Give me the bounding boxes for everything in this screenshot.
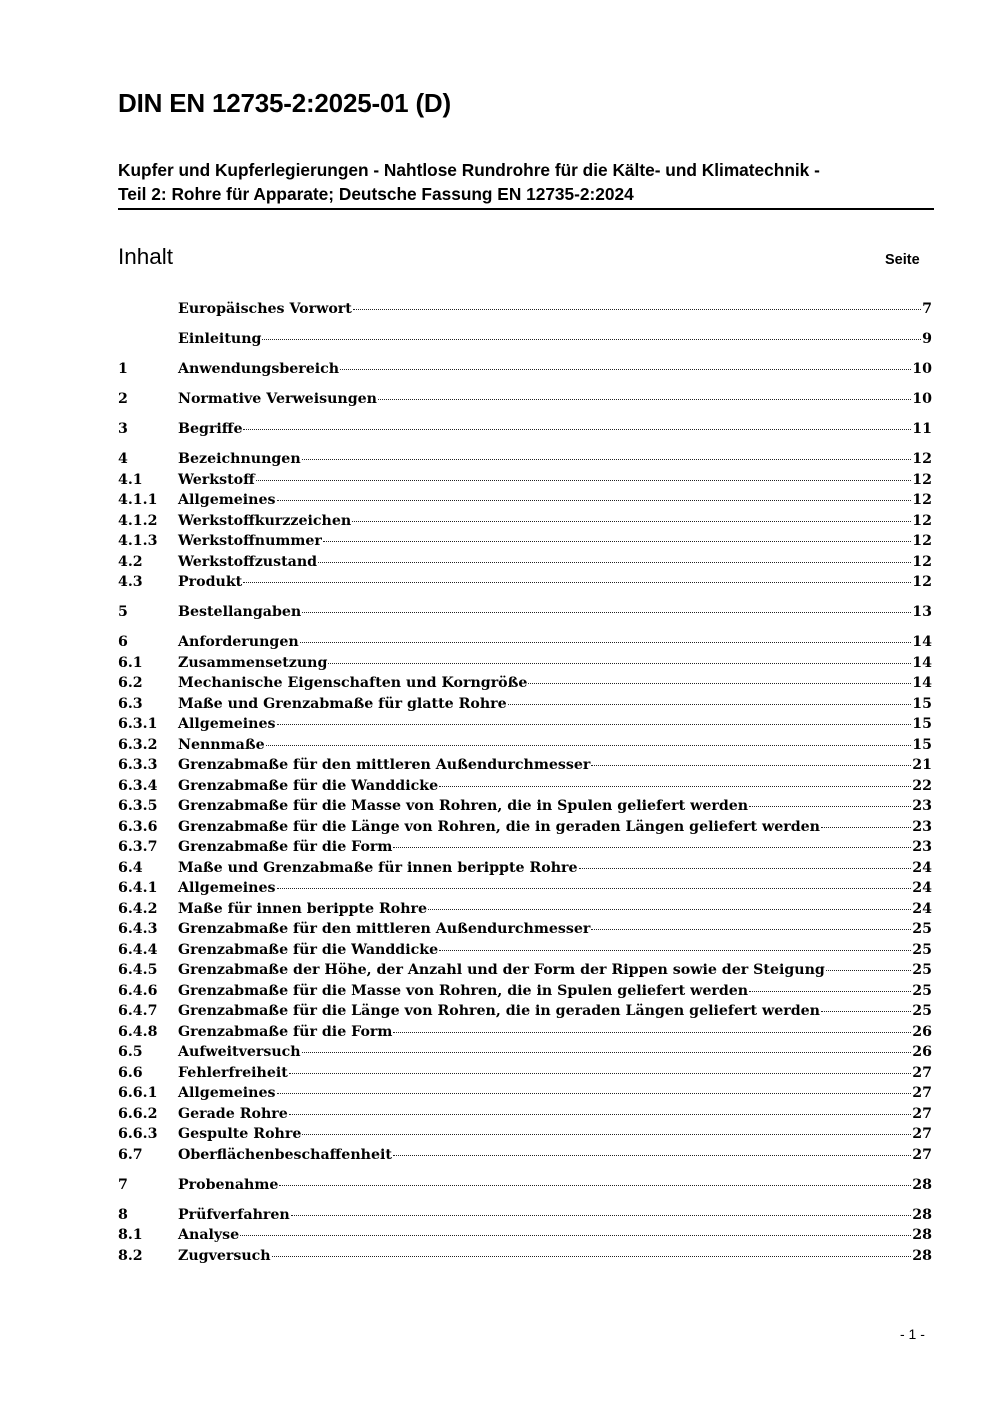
toc-entry-number: 4.1.3 [118,533,158,549]
toc-entry-page: 27 [912,1105,932,1122]
toc-entry-label: Grenzabmaße für die Wanddicke [178,777,439,794]
toc-dot-leader [591,929,911,930]
toc-dot-leader [302,612,911,613]
toc-entry-page: 28 [912,1176,932,1193]
toc-entry-number: 4.2 [118,553,143,570]
toc-entry-page: 15 [912,736,932,753]
toc-entry-label: Maße für innen berippte Rohre [178,900,428,917]
toc-entry-page: 27 [912,1126,932,1142]
toc-entry-number: 6.3.2 [118,736,158,753]
toc-dot-leader [289,1114,911,1115]
toc-dot-leader [256,480,911,481]
toc-entry-number: 6.3.7 [118,839,158,855]
toc-entry[interactable] [118,531,932,552]
toc-entry-number: 6.4 [118,859,143,876]
toc-entry-page: 22 [912,777,932,794]
toc-entry-page: 15 [912,716,932,732]
toc-entry-page: 12 [912,553,932,570]
toc-entry[interactable] [118,419,932,440]
toc-entry-number: 6.3.3 [118,757,158,773]
toc-dot-leader [243,582,911,583]
toc-entry-number: 8.2 [118,1247,143,1264]
document-id: DIN EN 12735-2:2025-01 (D) [118,88,451,118]
toc-entry[interactable] [118,981,932,1002]
toc-entry[interactable] [118,878,932,899]
toc-dot-leader [352,521,911,522]
toc-dot-leader [240,1235,911,1236]
toc-entry-label: Allgemeines [178,716,276,732]
toc-entry-label: Bezeichnungen [178,451,301,467]
toc-entry-label: Europäisches Vorwort [178,301,352,317]
toc-entry[interactable] [118,632,932,653]
toc-entry-number: 6.3.1 [118,716,158,732]
toc-entry-label: Grenzabmaße für den mittleren Außendurchmesser [178,757,591,773]
toc-entry-label: Maße und Grenzabmaße für glatte Rohre [178,695,507,712]
toc-entry[interactable] [118,359,932,380]
toc-entry[interactable] [118,470,932,491]
toc-entry-page: 10 [912,361,932,377]
toc-entry-label: Mechanische Eigenschaften und Korngröße [178,675,528,691]
toc-entry-label: Begriffe [178,421,243,437]
toc-dot-leader [272,1256,912,1257]
toc-entry-label: Allgemeines [178,1085,276,1101]
toc-dot-leader [277,1093,912,1094]
toc-entry-page: 9 [922,331,932,347]
toc-entry-page: 7 [922,301,932,317]
document-subtitle [118,158,934,210]
toc-dot-leader [277,500,912,501]
toc-entry-page: 27 [912,1146,932,1163]
toc-entry-page: 12 [912,512,932,529]
toc-entry-page: 27 [912,1064,932,1081]
toc-entry-page: 10 [912,391,932,407]
toc-entry-label: Produkt [178,574,243,590]
toc-entry-number: 6.3 [118,695,143,712]
toc-entry[interactable] [118,572,932,593]
toc-entry-number: 1 [118,361,128,377]
toc-entry-label: Prüfverfahren [178,1206,290,1223]
toc-entry[interactable] [118,1205,932,1226]
toc-entry-number: 6.4.1 [118,880,158,896]
toc-entry-number: 6.3.6 [118,818,158,835]
toc-entry-page: 14 [912,634,932,650]
toc-entry[interactable] [118,755,932,776]
toc-entry-label: Normative Verweisungen [178,391,377,407]
toc-dot-leader [528,683,911,684]
page-number-footer: - 1 - [900,1326,925,1342]
toc-entry-label: Oberflächenbeschaffenheit [178,1146,392,1163]
toc-dot-leader [318,562,911,563]
toc-entry-page: 14 [912,675,932,691]
toc-entry-page: 23 [912,798,932,814]
toc-entry[interactable] [118,673,932,694]
toc-dot-leader [353,309,921,310]
toc-entry-page: 11 [912,421,932,437]
toc-entry[interactable] [118,796,932,817]
toc-entry-label: Zugversuch [178,1247,271,1264]
toc-page-column-header: Seite [885,252,920,268]
toc-entry[interactable] [118,389,932,410]
toc-entry[interactable] [118,858,932,879]
toc-entry-number: 4.1 [118,471,143,488]
toc-dot-leader [266,745,912,746]
toc-entry-page: 13 [912,604,932,620]
toc-entry-number: 6.3.4 [118,777,158,794]
toc-entry-number: 6.4.4 [118,941,158,958]
toc-dot-leader [277,724,912,725]
toc-entry[interactable] [118,1001,932,1022]
toc-entry[interactable] [118,1175,932,1196]
toc-entry-page: 24 [912,880,932,896]
toc-entry-label: Grenzabmaße für die Masse von Rohren, die in Spulen geliefert werden [178,982,749,999]
toc-entry-label: Allgemeines [178,492,276,508]
toc-entry-number: 6.4.6 [118,982,158,999]
toc-dot-leader [279,1185,911,1186]
toc-entry[interactable] [118,694,932,715]
toc-entry-label: Werkstoffnummer [178,533,322,549]
toc-entry-label: Anforderungen [178,634,299,650]
toc-dot-leader [821,827,911,828]
toc-entry[interactable] [118,919,932,940]
toc-dot-leader [323,541,911,542]
toc-dot-leader [300,642,912,643]
toc-entry-page: 25 [912,1003,932,1019]
toc-entry-page: 25 [912,982,932,999]
toc-title: Inhalt [118,244,174,269]
toc-entry[interactable] [118,1104,932,1125]
toc-entry[interactable] [118,1022,932,1043]
toc-entry-number: 6.4.5 [118,962,158,978]
toc-entry[interactable] [118,1042,932,1063]
toc-entry-label: Einleitung [178,331,262,347]
toc-entry-page: 26 [912,1023,932,1040]
toc-entry-page: 12 [912,471,932,488]
toc-entry-label: Gespulte Rohre [178,1126,302,1142]
toc-dot-leader [591,765,911,766]
toc-entry-label: Grenzabmaße für die Form [178,1023,393,1040]
toc-dot-leader [243,429,911,430]
toc-entry-number: 6.6 [118,1064,143,1081]
toc-entry[interactable] [118,1246,932,1267]
toc-entry-page: 24 [912,859,932,876]
toc-entry-page: 28 [912,1227,932,1243]
toc-entry-number: 6.7 [118,1146,143,1163]
toc-dot-leader [289,1073,911,1074]
toc-entry[interactable] [118,1124,932,1145]
toc-dot-leader [749,806,911,807]
toc-entry[interactable] [118,817,932,838]
toc-entry-page: 23 [912,818,932,835]
toc-entry-page: 24 [912,900,932,917]
toc-entry[interactable] [118,299,932,320]
toc-entry-number: 6.6.1 [118,1085,158,1101]
toc-entry-label: Zusammensetzung [178,654,328,671]
toc-dot-leader [439,786,911,787]
toc-entry-number: 7 [118,1176,128,1193]
toc-entry[interactable] [118,940,932,961]
toc-entry[interactable] [118,602,932,623]
toc-entry[interactable] [118,511,932,532]
toc-dot-leader [428,909,911,910]
toc-entry-label: Grenzabmaße für die Länge von Rohren, die in geraden Längen geliefert werden [178,1003,820,1019]
toc-entry-label: Maße und Grenzabmaße für innen berippte Rohre [178,859,578,876]
toc-entry-number: 6 [118,634,128,650]
toc-entry[interactable] [118,960,932,981]
toc-entry-page: 28 [912,1247,932,1264]
toc-entry-label: Bestellangaben [178,604,302,620]
toc-entry-label: Fehlerfreiheit [178,1064,288,1081]
toc-entry[interactable] [118,1145,932,1166]
toc-entry[interactable] [118,552,932,573]
toc-entry-number: 4.3 [118,574,143,590]
toc-entry[interactable] [118,329,932,350]
toc-entry-label: Grenzabmaße für die Länge von Rohren, die in geraden Längen geliefert werden [178,818,820,835]
toc-entry-label: Grenzabmaße für die Form [178,839,393,855]
toc-entry-number: 8 [118,1206,128,1223]
toc-entry-page: 14 [912,654,932,671]
toc-dot-leader [508,704,912,705]
toc-entry[interactable] [118,653,932,674]
toc-entry[interactable] [118,490,932,511]
toc-entry-label: Werkstoffzustand [178,553,318,570]
toc-entry-label: Grenzabmaße für die Masse von Rohren, die in Spulen geliefert werden [178,798,749,814]
toc-dot-leader [749,991,911,992]
toc-entry-label: Grenzabmaße der Höhe, der Anzahl und der Form der Rippen sowie der Steigung [178,962,825,978]
toc-entry-number: 6.4.8 [118,1023,158,1040]
toc-entry-number: 6.6.2 [118,1105,158,1122]
toc-entry-page: 15 [912,695,932,712]
toc-entry-page: 25 [912,941,932,958]
toc-dot-leader [393,1032,911,1033]
toc-entry-number: 6.4.2 [118,900,158,917]
toc-entry-page: 12 [912,574,932,590]
toc-dot-leader [302,1134,911,1135]
toc-dot-leader [291,1215,912,1216]
toc-entry-number: 6.5 [118,1044,143,1060]
toc-dot-leader [262,339,921,340]
toc-entry[interactable] [118,735,932,756]
toc-entry-page: 28 [912,1206,932,1223]
toc-dot-leader [393,847,911,848]
toc-entry-page: 26 [912,1044,932,1060]
toc-entry[interactable] [118,899,932,920]
toc-entry-label: Nennmaße [178,736,265,753]
toc-entry-page: 21 [912,757,932,773]
toc-entry-page: 27 [912,1085,932,1101]
toc-entry-page: 25 [912,962,932,978]
toc-entry-number: 4.1.1 [118,492,158,508]
toc-entry[interactable] [118,449,932,470]
toc-entry-number: 4.1.2 [118,512,158,529]
subtitle-line-2: Teil 2: Rohre für Apparate; Deutsche Fassung EN 12735-2:2024 [118,184,634,204]
toc-entry[interactable] [118,1225,932,1246]
toc-entry[interactable] [118,1063,932,1084]
toc-entry-page: 12 [912,451,932,467]
toc-entry-page: 12 [912,533,932,549]
toc-entry-label: Gerade Rohre [178,1105,288,1122]
toc-entry-label: Probenahme [178,1176,279,1193]
toc-entry[interactable] [118,1083,932,1104]
toc-entry-label: Anwendungsbereich [178,361,340,377]
subtitle-line-1: Kupfer und Kupferlegierungen - Nahtlose Rundrohre für die Kälte- und Klimatechnik - [118,160,820,180]
toc-dot-leader [579,868,912,869]
toc-dot-leader [821,1011,911,1012]
toc-dot-leader [277,888,912,889]
toc-dot-leader [826,970,911,971]
toc-dot-leader [378,399,911,400]
toc-entry-label: Grenzabmaße für die Wanddicke [178,941,439,958]
toc-entry[interactable] [118,714,932,735]
toc-dot-leader [302,459,912,460]
toc-entry-number: 3 [118,421,128,437]
toc-entry-number: 4 [118,451,128,467]
table-of-contents [118,299,932,1266]
toc-entry-number: 6.4.7 [118,1003,158,1019]
toc-entry-number: 6.4.3 [118,921,158,937]
toc-entry-label: Werkstoff [178,471,255,488]
toc-dot-leader [393,1155,911,1156]
toc-entry-number: 2 [118,391,128,407]
toc-entry-number: 6.3.5 [118,798,158,814]
toc-entry-page: 25 [912,921,932,937]
toc-entry-label: Allgemeines [178,880,276,896]
toc-dot-leader [439,950,911,951]
toc-entry-number: 6.6.3 [118,1126,158,1142]
toc-entry-page: 23 [912,839,932,855]
toc-entry-page: 12 [912,492,932,508]
toc-entry-number: 8.1 [118,1227,143,1243]
toc-entry-number: 5 [118,604,128,620]
toc-entry-label: Aufweitversuch [178,1044,301,1060]
toc-entry-label: Werkstoffkurzzeichen [178,512,352,529]
toc-entry[interactable] [118,837,932,858]
toc-entry-label: Analyse [178,1227,240,1243]
toc-entry-label: Grenzabmaße für den mittleren Außendurchmesser [178,921,591,937]
toc-dot-leader [340,369,911,370]
toc-dot-leader [302,1052,912,1053]
toc-entry-number: 6.2 [118,675,143,691]
toc-dot-leader [328,663,911,664]
toc-entry[interactable] [118,776,932,797]
toc-entry-number: 6.1 [118,654,143,671]
